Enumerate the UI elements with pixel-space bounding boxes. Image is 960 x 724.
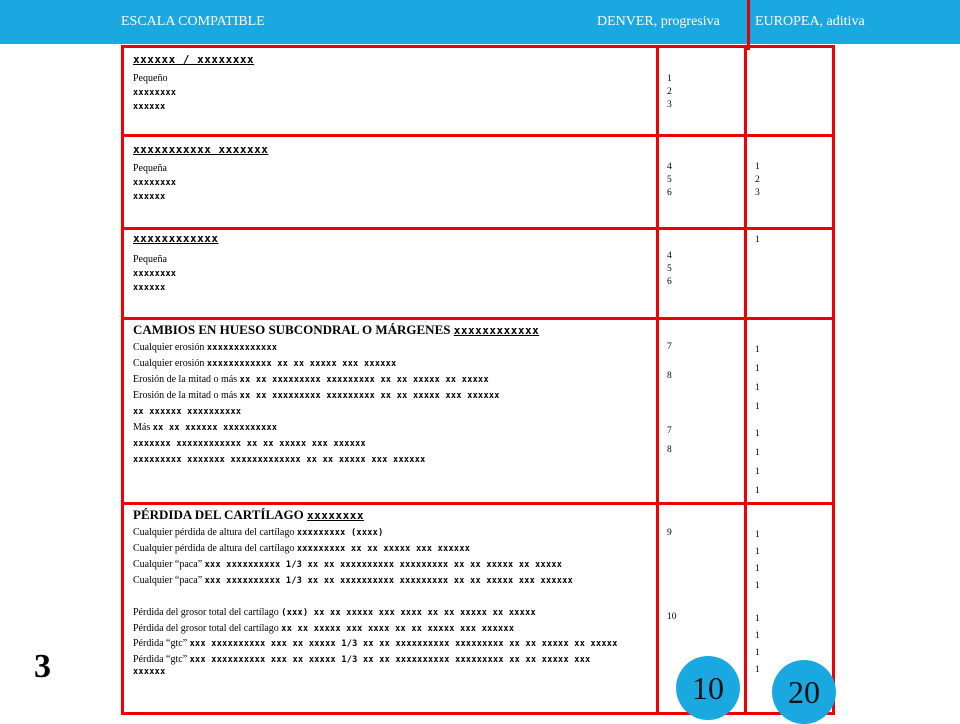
header-bar: [0, 0, 960, 44]
row-line-2: [121, 227, 835, 230]
row-2-description: xxxxxxxxxxxx Pequeña xxxxxxxx xxxxxx: [133, 232, 219, 293]
row-4-denver-b: 10: [667, 612, 677, 622]
score-badge-denver: 10: [676, 656, 740, 720]
row-line-0: [121, 45, 835, 48]
row-0-description: xxxxxx / xxxxxxxx Pequeño xxxxxxxx xxxxxx: [133, 53, 255, 112]
row-line-3: [121, 317, 835, 320]
score-badge-europea: 20: [772, 660, 836, 724]
row-4-description: PÉRDIDA DEL CARTÍLAGO xxxxxxxx Cualquier pérdida de altura del cartílago xxxxxxxxx (xxxx) Cualquier pérdida de altura del cartílago xxxxxxxxx xx xx xxxxx xxx xxxxxx Cualquier “paca” xxx xxxxxxxxxx 1/3 xx xx xxxxxxxxxx xxxxxxxxx xx xx xxxxx xx xxxxx Cualquier “paca” xxx xxxxxxxxxx 1/3 xx xx xxxxxxxxxx xxxxxxxxx xx xx xxxxx xxx xxxxxx Pérdida del grosor total del cartílago (xxx) xx xx xxxxx xxx xxxx xx xx xxxxx xx xxxxx Pérdida del grosor total del cartílago xx xx xxxxx xxx xxxx xx xx xxxxx xxx xxxxxx Pérdida “gtc” xxx xxxxxxxxxx xxx xx xxxxx 1/3 xx xx xxxxxxxxxx xxxxxxxxx xx xx xxxxx xx xxxxx Pérdida “gtc” xxx xxxxxxxxxx xxx xx xxxxx 1/3 xx xx xxxxxxxxxx xxxxxxxxx xx xx xxxxx xxx xxxxxx: [133, 507, 618, 677]
row-0-denver: 1 2 3: [667, 74, 672, 110]
row-3-europea-b: 1 1 1 1: [755, 429, 760, 496]
row-line-1: [121, 134, 835, 137]
row-1-europea: 1 2 3: [755, 162, 760, 198]
row-1-denver: 4 5 6: [667, 162, 672, 198]
row-1-description: xxxxxxxxxxx xxxxxxx Pequeña xxxxxxxx xxxxxx: [133, 143, 269, 202]
header-divider: [747, 0, 750, 50]
row-3-denver-b: 7 8: [667, 426, 672, 455]
header-denver: DENVER, progresiva: [597, 14, 720, 29]
header-escala: ESCALA COMPATIBLE: [121, 14, 265, 29]
row-4-denver-a: 9: [667, 528, 672, 538]
table-border-right: [832, 45, 835, 715]
table-divider-1: [656, 45, 659, 715]
row-2-denver: 4 5 6: [667, 251, 672, 287]
row-4-europea-a: 1 1 1 1: [755, 530, 760, 591]
row-3-description: CAMBIOS EN HUESO SUBCONDRAL O MÁRGENES xxxxxxxxxxxx Cualquier erosión xxxxxxxxxxxxx Cualquier erosión xxxxxxxxxxxx xx xx xxxxx xxx xxxxxx Erosión de la mitad o más xx xx xxxxxxxxx xxxxxxxxx xx xx xxxxx xx xxxxx Erosión de la mitad o más xx xx xxxxxxxxx xxxxxxxxx xx xx xxxxx xxx xxxxxx xx xxxxxx xxxxxxxxxx Más xx xx xxxxxx xxxxxxxxxx xxxxxxx xxxxxxxxxxxx xx xx xxxxx xxx xxxxxx xxxxxxxxx xxxxxxx xxxxxxxxxxxxx xx xx xxxxx xxx xxxxxx: [133, 322, 540, 465]
row-3-europea-a: 1 1 1 1: [755, 345, 760, 412]
row-line-4: [121, 502, 835, 505]
row-3-denver-a: 7 8: [667, 342, 672, 381]
table-divider-2: [744, 45, 747, 715]
header-europea: EUROPEA, aditiva: [755, 14, 865, 29]
row-4-europea-b: 1 1 1 1: [755, 614, 760, 675]
scale-table: [121, 45, 835, 715]
table-border-left: [121, 45, 124, 715]
row-2-europea: 1: [755, 235, 760, 245]
page-number: 3: [34, 648, 51, 685]
